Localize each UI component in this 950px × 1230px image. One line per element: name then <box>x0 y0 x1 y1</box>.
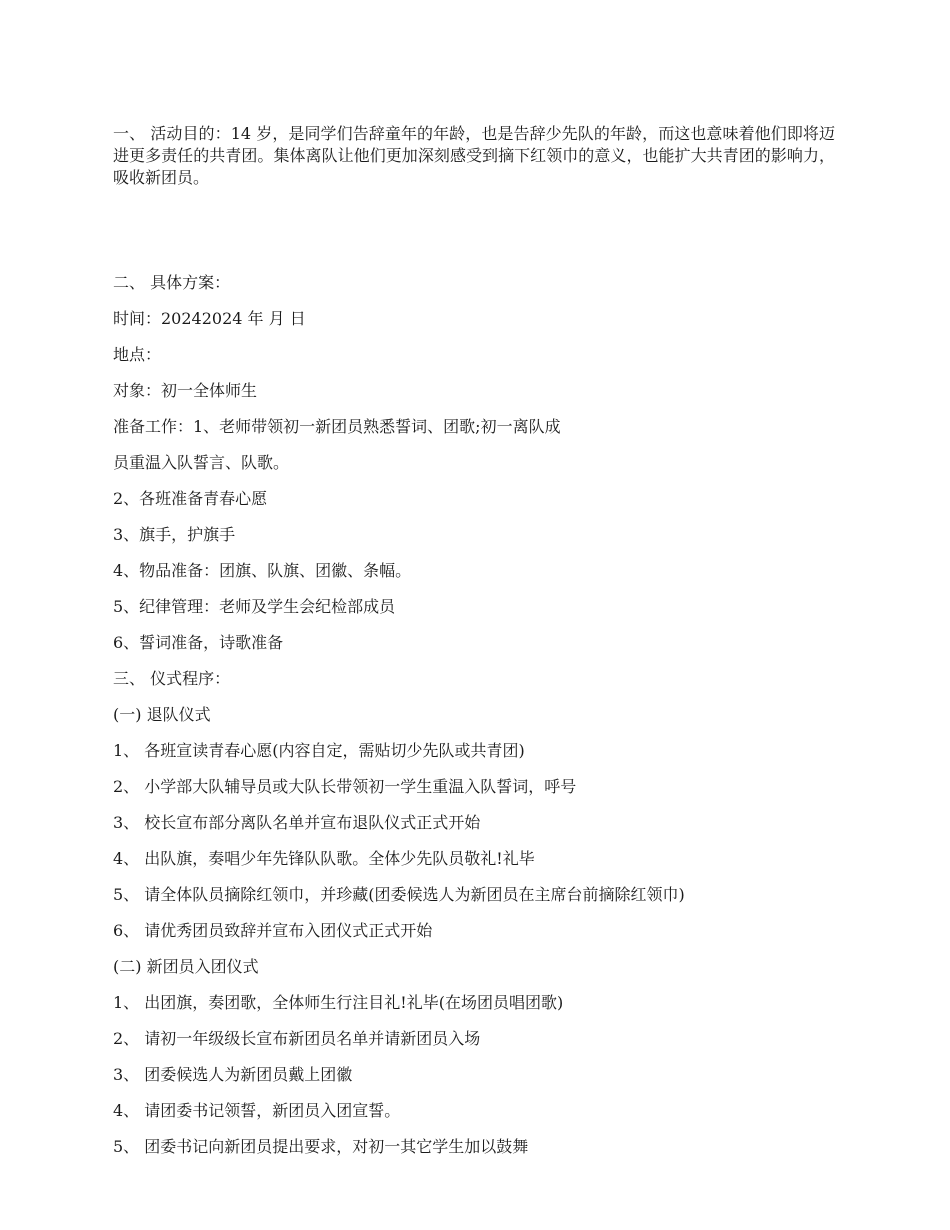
text-line: 时间：20242024 年 月 日 <box>113 309 306 328</box>
intro-paragraph: 一、 活动目的：14 岁，是同学们告辞童年的年龄，也是告辞少先队的年龄，而这也意味着他们即将迈进更多责任的共青团。集体离队让他们更加深刻感受到摘下红领巾的意义，也能扩大共青团的影响力，吸收新团员。 <box>113 124 835 187</box>
document-page <box>113 123 835 1156</box>
text-line: 5、 请全体队员摘除红领巾，并珍藏(团委候选人为新团员在主席台前摘除红领巾) <box>113 885 685 904</box>
text-line: 对象：初一全体师生 <box>113 381 258 400</box>
text-line: 员重温入队誓言、队歌。 <box>113 453 290 472</box>
text-line: 1、 出团旗，奏团歌，全体师生行注目礼!礼毕(在场团员唱团歌) <box>113 993 564 1012</box>
text-line: 6、誓词准备，诗歌准备 <box>113 633 284 652</box>
text-line: 3、 校长宣布部分离队名单并宣布退队仪式正式开始 <box>113 813 481 832</box>
text-line: 二、 具体方案： <box>113 273 231 292</box>
text-line: 准备工作：1、老师带领初一新团员熟悉誓词、团歌;初一离队成 <box>113 417 561 436</box>
text-line: 1、 各班宣读青春心愿(内容自定，需贴切少先队或共青团) <box>113 741 525 760</box>
text-line: 2、各班准备青春心愿 <box>113 489 268 508</box>
text-line: 三、 仪式程序： <box>113 669 231 688</box>
text-line: 3、旗手，护旗手 <box>113 525 236 544</box>
text-line: 5、纪律管理：老师及学生会纪检部成员 <box>113 597 396 616</box>
text-line: 2、 请初一年级级长宣布新团员名单并请新团员入场 <box>113 1029 481 1048</box>
text-line: 4、 请团委书记领誓，新团员入团宣誓。 <box>113 1101 401 1120</box>
text-line: 地点： <box>113 345 162 364</box>
text-line: (二) 新团员入团仪式 <box>113 957 259 976</box>
text-line: 2、 小学部大队辅导员或大队长带领初一学生重温入队誓词，呼号 <box>113 777 577 796</box>
text-line: 4、物品准备：团旗、队旗、团徽、条幅。 <box>113 561 412 580</box>
text-line: 3、 团委候选人为新团员戴上团徽 <box>113 1065 353 1084</box>
text-line: 6、 请优秀团员致辞并宣布入团仪式正式开始 <box>113 921 433 940</box>
text-line: 4、 出队旗，奏唱少年先锋队队歌。全体少先队员敬礼!礼毕 <box>113 849 535 868</box>
text-line: (一) 退队仪式 <box>113 705 211 724</box>
text-line: 5、 团委书记向新团员提出要求，对初一其它学生加以鼓舞 <box>113 1137 529 1156</box>
